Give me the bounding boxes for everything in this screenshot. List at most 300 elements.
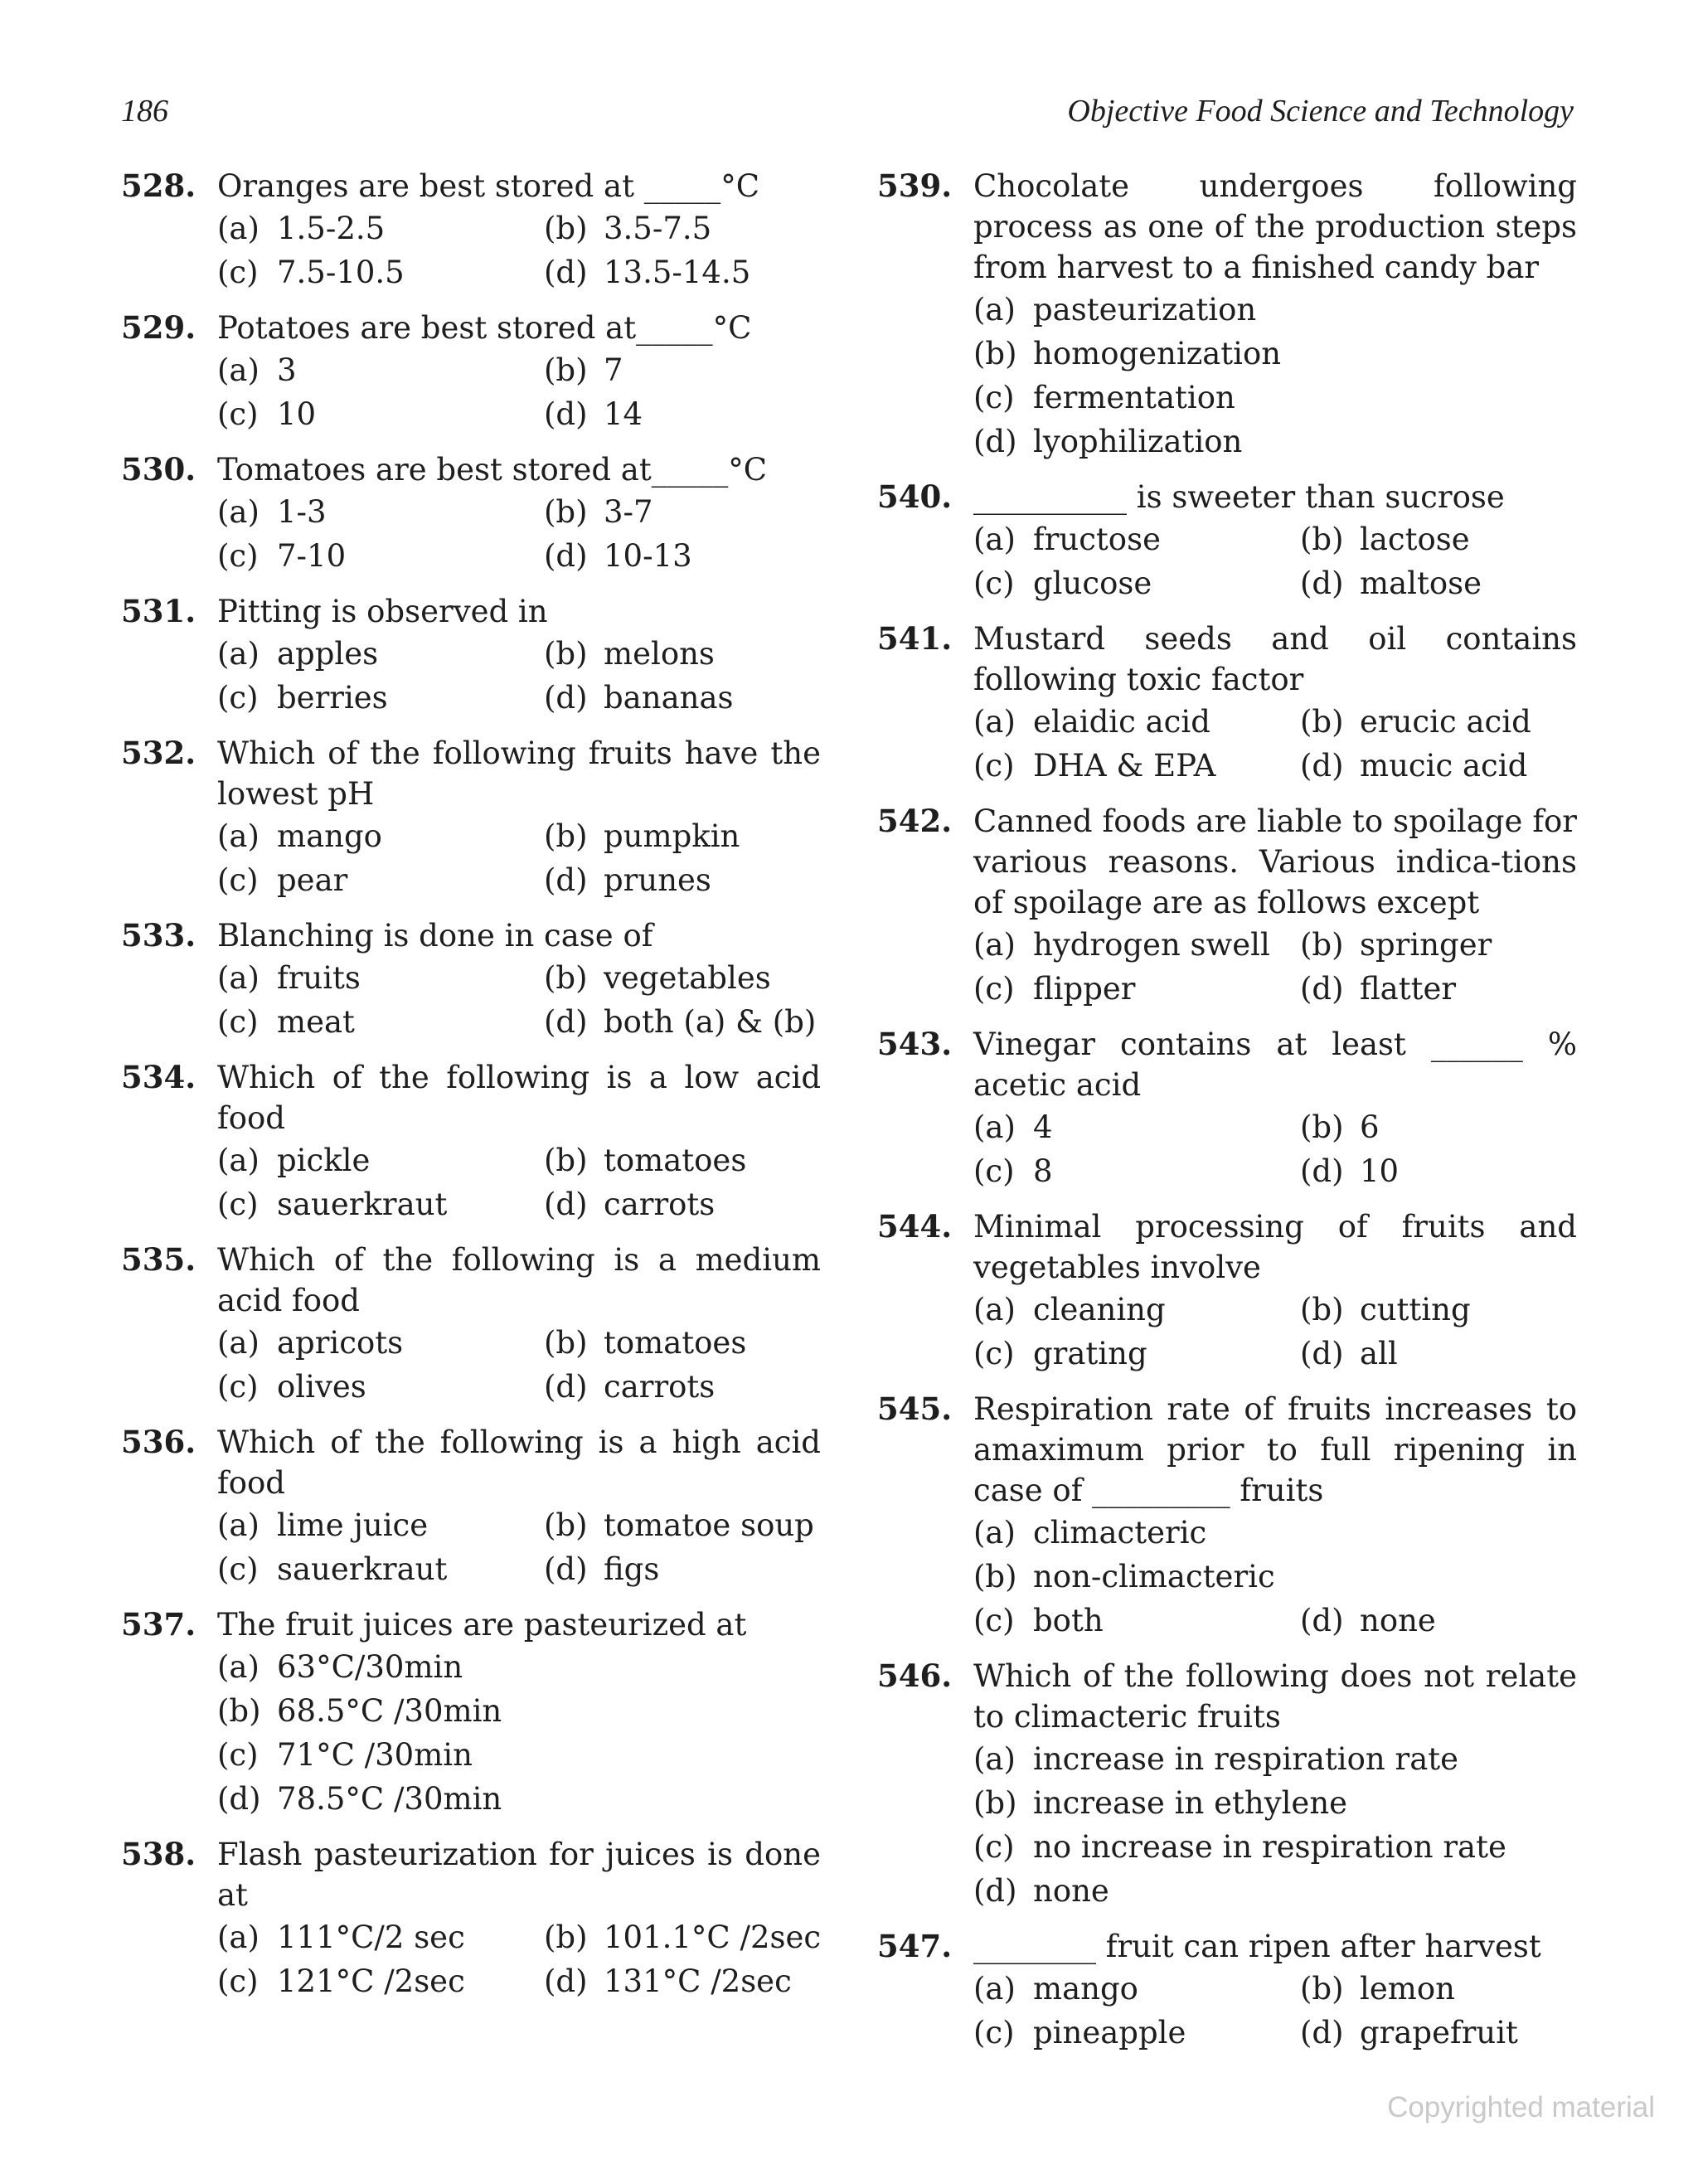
option-label: (a)	[217, 1919, 260, 1955]
question-stem: Pitting is observed in	[217, 594, 548, 629]
question-number: 529.	[121, 309, 196, 346]
option	[217, 814, 544, 858]
question-number: 535.	[121, 1241, 196, 1278]
option-text: meat	[277, 1004, 355, 1040]
question-item	[121, 1240, 821, 1409]
option	[544, 814, 821, 858]
option-label: (d)	[544, 538, 588, 574]
option-label: (d)	[1300, 971, 1344, 1007]
option	[973, 700, 1300, 744]
question-item	[121, 449, 821, 578]
option-text: 78.5°C /30min	[277, 1781, 502, 1817]
options-group	[217, 206, 821, 294]
option-label: (b)	[973, 1559, 1017, 1594]
option-text: 7-10	[277, 538, 347, 574]
option-text: lyophilization	[1033, 424, 1243, 459]
option-label: (c)	[217, 255, 259, 290]
option-label: (a)	[973, 927, 1016, 963]
option-label: (a)	[973, 1109, 1016, 1145]
question-stem: Mustard seeds and oil contains following toxic factor	[973, 621, 1577, 697]
option-label: (c)	[973, 1153, 1015, 1189]
question-stem: ________ fruit can ripen after harvest	[973, 1929, 1541, 1964]
option	[1300, 561, 1577, 605]
option-text: non-climacteric	[1033, 1559, 1275, 1594]
option-label: (c)	[217, 1737, 259, 1773]
option	[1300, 700, 1577, 744]
option-label: (c)	[217, 1004, 259, 1040]
option-label: (a)	[217, 1143, 260, 1178]
question-stem: Respiration rate of fruits increases to amaximum prior to full ripening in case of _________ fruits	[973, 1391, 1577, 1508]
option	[217, 1777, 821, 1821]
option-label: (a)	[217, 211, 260, 246]
question-number: 538.	[121, 1836, 196, 1872]
question-stem: Which of the following is a low acid food	[217, 1060, 821, 1136]
question-stem: Flash pasteurization for juices is done at	[217, 1837, 821, 1913]
option-text: all	[1360, 1336, 1398, 1371]
option-label: (b)	[544, 818, 588, 854]
question-stem: The fruit juices are pasteurized at	[217, 1607, 747, 1643]
option	[544, 490, 821, 534]
option	[1300, 1288, 1577, 1332]
option	[544, 1959, 821, 2003]
option-text: both (a) & (b)	[604, 1004, 817, 1040]
option-label: (c)	[217, 1551, 259, 1587]
option-text: mucic acid	[1360, 748, 1528, 784]
option	[973, 744, 1300, 788]
options-group	[973, 1105, 1577, 1193]
option-text: pasteurization	[1033, 292, 1257, 328]
option-label: (d)	[973, 1873, 1017, 1909]
option	[544, 1321, 821, 1365]
question-item	[121, 733, 821, 902]
question-item	[121, 591, 821, 720]
option	[1300, 923, 1577, 967]
option-text: lemon	[1360, 1971, 1455, 2007]
question-item	[121, 1057, 821, 1226]
option	[217, 1365, 544, 1409]
question-stem: Vinegar contains at least ______ % acetic acid	[973, 1026, 1577, 1103]
question-item	[877, 801, 1577, 1011]
option-text: no increase in respiration rate	[1033, 1829, 1506, 1865]
option	[544, 1182, 821, 1226]
option-text: apples	[277, 636, 379, 672]
options-group	[973, 517, 1577, 605]
option-text: tomatoes	[604, 1325, 747, 1361]
question-number: 544.	[877, 1208, 953, 1245]
option	[544, 956, 821, 1000]
option-label: (d)	[544, 396, 588, 432]
option-label: (a)	[217, 1507, 260, 1543]
option-label: (a)	[973, 1741, 1016, 1777]
option	[973, 2011, 1300, 2055]
option	[217, 1915, 544, 1959]
question-item	[877, 477, 1577, 605]
option	[217, 392, 544, 436]
option-label: (b)	[544, 1143, 588, 1178]
option-text: mango	[1033, 1971, 1138, 2007]
option-text: 10-13	[604, 538, 692, 574]
option	[217, 490, 544, 534]
question-stem: Tomatoes are best stored at_____°C	[217, 452, 768, 488]
option-label: (d)	[544, 862, 588, 898]
option-text: 3	[277, 352, 297, 388]
option	[973, 1599, 1300, 1643]
option	[973, 1869, 1577, 1913]
option-label: (c)	[217, 396, 259, 432]
option	[217, 1000, 544, 1044]
question-stem: Which of the following does not relate to climacteric fruits	[973, 1658, 1577, 1735]
option	[544, 392, 821, 436]
question-stem: Which of the following is a high acid food	[217, 1424, 821, 1501]
option	[544, 250, 821, 294]
question-stem: Chocolate undergoes following process as one of the production steps from harvest to a finished candy bar	[973, 168, 1577, 285]
option-text: mango	[277, 818, 382, 854]
watermark: Copyrighted material	[1387, 2091, 1655, 2123]
option	[217, 1182, 544, 1226]
option	[973, 288, 1577, 332]
option-label: (a)	[973, 292, 1016, 328]
option-label: (d)	[1300, 1153, 1344, 1189]
option-text: 3.5-7.5	[604, 211, 712, 246]
options-group	[217, 1321, 821, 1409]
option	[973, 1332, 1300, 1376]
option-text: 13.5-14.5	[604, 255, 751, 290]
option	[1300, 2011, 1577, 2055]
option-label: (b)	[544, 352, 588, 388]
option	[217, 1503, 544, 1547]
question-number: 543.	[877, 1026, 953, 1062]
question-number: 533.	[121, 917, 196, 954]
options-group	[973, 923, 1577, 1011]
option-text: increase in ethylene	[1033, 1785, 1348, 1821]
option-text: none	[1360, 1603, 1436, 1638]
option-label: (d)	[544, 1004, 588, 1040]
option-label: (d)	[1300, 1336, 1344, 1371]
option-text: pumpkin	[604, 818, 740, 854]
option-text: sauerkraut	[277, 1187, 448, 1222]
question-item	[121, 915, 821, 1044]
option-label: (d)	[1300, 748, 1344, 784]
option-label: (a)	[973, 1292, 1016, 1327]
option-label: (a)	[973, 522, 1016, 557]
option	[544, 1000, 821, 1044]
option-label: (a)	[973, 1971, 1016, 2007]
option-label: (d)	[544, 255, 588, 290]
option	[217, 1959, 544, 2003]
option-label: (c)	[217, 862, 259, 898]
option	[1300, 1332, 1577, 1376]
option-label: (c)	[217, 1369, 259, 1405]
option	[544, 632, 821, 676]
option-text: 8	[1033, 1153, 1053, 1189]
option-label: (b)	[973, 1785, 1017, 1821]
question-number: 545.	[877, 1390, 953, 1427]
option	[544, 1503, 821, 1547]
option-label: (c)	[973, 380, 1015, 415]
option	[1300, 744, 1577, 788]
question-stem: Which of the following fruits have the lowest pH	[217, 735, 821, 812]
option	[973, 1825, 1577, 1869]
option	[973, 1781, 1577, 1825]
option	[217, 348, 544, 392]
option-label: (b)	[544, 636, 588, 672]
question-item	[877, 1206, 1577, 1376]
options-group	[973, 1737, 1577, 1913]
option	[544, 1915, 821, 1959]
option-text: berries	[277, 680, 388, 716]
option-text: olives	[277, 1369, 366, 1405]
option-label: (c)	[217, 538, 259, 574]
option	[973, 1288, 1300, 1332]
option-text: cutting	[1360, 1292, 1471, 1327]
options-group	[973, 288, 1577, 463]
option	[973, 376, 1577, 420]
option	[973, 561, 1300, 605]
option-label: (b)	[217, 1693, 261, 1729]
option-text: elaidic acid	[1033, 704, 1210, 740]
option-text: erucic acid	[1360, 704, 1531, 740]
option-text: tomatoes	[604, 1143, 747, 1178]
options-group	[217, 956, 821, 1044]
option	[544, 206, 821, 250]
options-group	[217, 814, 821, 902]
option	[217, 1138, 544, 1182]
option-label: (d)	[1300, 1603, 1344, 1638]
option	[973, 332, 1577, 376]
option-text: 63°C/30min	[277, 1649, 463, 1685]
option-text: climacteric	[1033, 1515, 1207, 1551]
option-text: both	[1033, 1603, 1104, 1638]
option-text: pickle	[277, 1143, 371, 1178]
option-label: (a)	[217, 1325, 260, 1361]
option-text: glucose	[1033, 565, 1152, 601]
option-text: 71°C /30min	[277, 1737, 473, 1773]
question-number: 546.	[877, 1657, 953, 1694]
option-text: fermentation	[1033, 380, 1235, 415]
question-number: 537.	[121, 1606, 196, 1643]
option	[544, 858, 821, 902]
options-group	[217, 490, 821, 578]
option-text: homogenization	[1033, 336, 1282, 371]
question-stem: Oranges are best stored at _____°C	[217, 168, 760, 204]
option-text: sauerkraut	[277, 1551, 448, 1587]
option-text: bananas	[604, 680, 734, 716]
option	[973, 1511, 1577, 1555]
option	[217, 1689, 821, 1733]
question-stem: Which of the following is a medium acid food	[217, 1242, 821, 1318]
option-text: 3-7	[604, 494, 653, 530]
option-text: 10	[277, 396, 317, 432]
option-text: DHA & EPA	[1033, 748, 1216, 784]
option-text: lactose	[1360, 522, 1470, 557]
option-label: (b)	[544, 494, 588, 530]
question-item	[121, 1422, 821, 1591]
options-group	[217, 1503, 821, 1591]
option	[973, 923, 1300, 967]
options-group	[217, 632, 821, 720]
page-number: 186	[121, 94, 168, 129]
option-label: (b)	[544, 960, 588, 996]
option-label: (a)	[217, 1649, 260, 1685]
option-text: 6	[1360, 1109, 1380, 1145]
option-text: springer	[1360, 927, 1492, 963]
option	[1300, 1599, 1577, 1643]
option	[973, 1555, 1577, 1599]
option	[973, 1149, 1300, 1193]
option-text: figs	[604, 1551, 660, 1587]
option-text: 131°C /2sec	[604, 1963, 792, 1999]
question-item	[877, 1926, 1577, 2055]
option-label: (d)	[217, 1781, 261, 1817]
option-text: tomatoe soup	[604, 1507, 814, 1543]
option	[1300, 1149, 1577, 1193]
option-label: (b)	[1300, 522, 1344, 557]
right-column	[877, 166, 1577, 2068]
question-stem: Canned foods are liable to spoilage for various reasons. Various indica-tions of spoilage are as follows except	[973, 803, 1577, 920]
option	[217, 250, 544, 294]
option	[217, 1321, 544, 1365]
option-text: prunes	[604, 862, 711, 898]
option-label: (c)	[973, 2015, 1015, 2051]
option-text: flipper	[1033, 971, 1136, 1007]
options-group	[973, 1599, 1577, 1643]
options-group	[973, 1511, 1577, 1599]
option-text: 14	[604, 396, 643, 432]
option-text: carrots	[604, 1187, 716, 1222]
question-item	[121, 166, 821, 294]
options-group	[973, 1288, 1577, 1376]
question-item	[877, 1389, 1577, 1643]
option-text: 4	[1033, 1109, 1053, 1145]
option	[1300, 967, 1577, 1011]
option	[544, 676, 821, 720]
options-group	[973, 1967, 1577, 2055]
option	[973, 1737, 1577, 1781]
option-text: 121°C /2sec	[277, 1963, 465, 1999]
option	[973, 420, 1577, 463]
options-group	[217, 1138, 821, 1226]
question-stem: Minimal processing of fruits and vegetables involve	[973, 1209, 1577, 1285]
option-label: (c)	[217, 1187, 259, 1222]
option-text: carrots	[604, 1369, 716, 1405]
option-label: (a)	[973, 704, 1016, 740]
option-text: melons	[604, 636, 715, 672]
question-stem: Potatoes are best stored at_____°C	[217, 310, 752, 346]
question-number: 536.	[121, 1424, 196, 1460]
option	[217, 858, 544, 902]
question-item	[877, 619, 1577, 788]
options-group	[217, 348, 821, 436]
question-number: 539.	[877, 167, 953, 204]
option-label: (c)	[973, 565, 1015, 601]
option	[217, 676, 544, 720]
option-text: grating	[1033, 1336, 1147, 1371]
option-text: 68.5°C /30min	[277, 1693, 502, 1729]
option	[544, 1138, 821, 1182]
question-number: 542.	[877, 803, 953, 839]
question-number: 540.	[877, 478, 953, 515]
option-label: (b)	[544, 1919, 588, 1955]
question-item	[877, 1656, 1577, 1913]
option-label: (a)	[973, 1515, 1016, 1551]
option-label: (d)	[544, 1187, 588, 1222]
options-group	[217, 1915, 821, 2003]
option-label: (c)	[973, 1829, 1015, 1865]
option-text: 101.1°C /2sec	[604, 1919, 822, 1955]
question-item	[877, 1024, 1577, 1193]
question-number: 530.	[121, 451, 196, 488]
option	[217, 1733, 821, 1777]
option-label: (d)	[1300, 565, 1344, 601]
option-label: (a)	[217, 352, 260, 388]
option-label: (d)	[1300, 2015, 1344, 2051]
option-text: apricots	[277, 1325, 404, 1361]
option-label: (b)	[973, 336, 1017, 371]
option	[217, 1547, 544, 1591]
option	[1300, 517, 1577, 561]
option-text: fructose	[1033, 522, 1161, 557]
question-number: 531.	[121, 593, 196, 629]
option-label: (d)	[544, 680, 588, 716]
option	[973, 1105, 1300, 1149]
question-item	[121, 1834, 821, 2003]
option-label: (b)	[1300, 927, 1344, 963]
option	[217, 956, 544, 1000]
option-text: hydrogen swell	[1033, 927, 1270, 963]
option-label: (c)	[973, 1336, 1015, 1371]
option-label: (c)	[217, 680, 259, 716]
option-label: (b)	[1300, 1109, 1344, 1145]
options-group	[973, 700, 1577, 788]
option-text: vegetables	[604, 960, 771, 996]
option	[544, 1547, 821, 1591]
question-number: 528.	[121, 167, 196, 204]
option-label: (c)	[973, 748, 1015, 784]
option-text: pear	[277, 862, 348, 898]
option	[1300, 1105, 1577, 1149]
option-text: increase in respiration rate	[1033, 1741, 1459, 1777]
option	[1300, 1967, 1577, 2011]
option	[217, 632, 544, 676]
option-label: (b)	[1300, 1971, 1344, 2007]
option-label: (b)	[544, 1325, 588, 1361]
option	[973, 517, 1300, 561]
option	[217, 206, 544, 250]
question-stem: __________ is sweeter than sucrose	[973, 479, 1505, 515]
option-text: 10	[1360, 1153, 1400, 1189]
option-text: none	[1033, 1873, 1109, 1909]
option	[973, 1967, 1300, 2011]
option	[217, 534, 544, 578]
question-number: 547.	[877, 1928, 953, 1964]
question-item	[121, 1604, 821, 1821]
option-text: 1-3	[277, 494, 327, 530]
option-text: 1.5-2.5	[277, 211, 386, 246]
question-item	[877, 166, 1577, 463]
option-text: grapefruit	[1360, 2015, 1518, 2051]
option-label: (b)	[544, 211, 588, 246]
option-label: (d)	[544, 1963, 588, 1999]
option-text: cleaning	[1033, 1292, 1166, 1327]
question-number: 532.	[121, 735, 196, 771]
option-label: (a)	[217, 818, 260, 854]
option-text: 111°C/2 sec	[277, 1919, 465, 1955]
option-text: fruits	[277, 960, 361, 996]
option	[973, 967, 1300, 1011]
option-label: (d)	[544, 1551, 588, 1587]
options-group	[217, 1645, 821, 1821]
option-label: (a)	[217, 960, 260, 996]
